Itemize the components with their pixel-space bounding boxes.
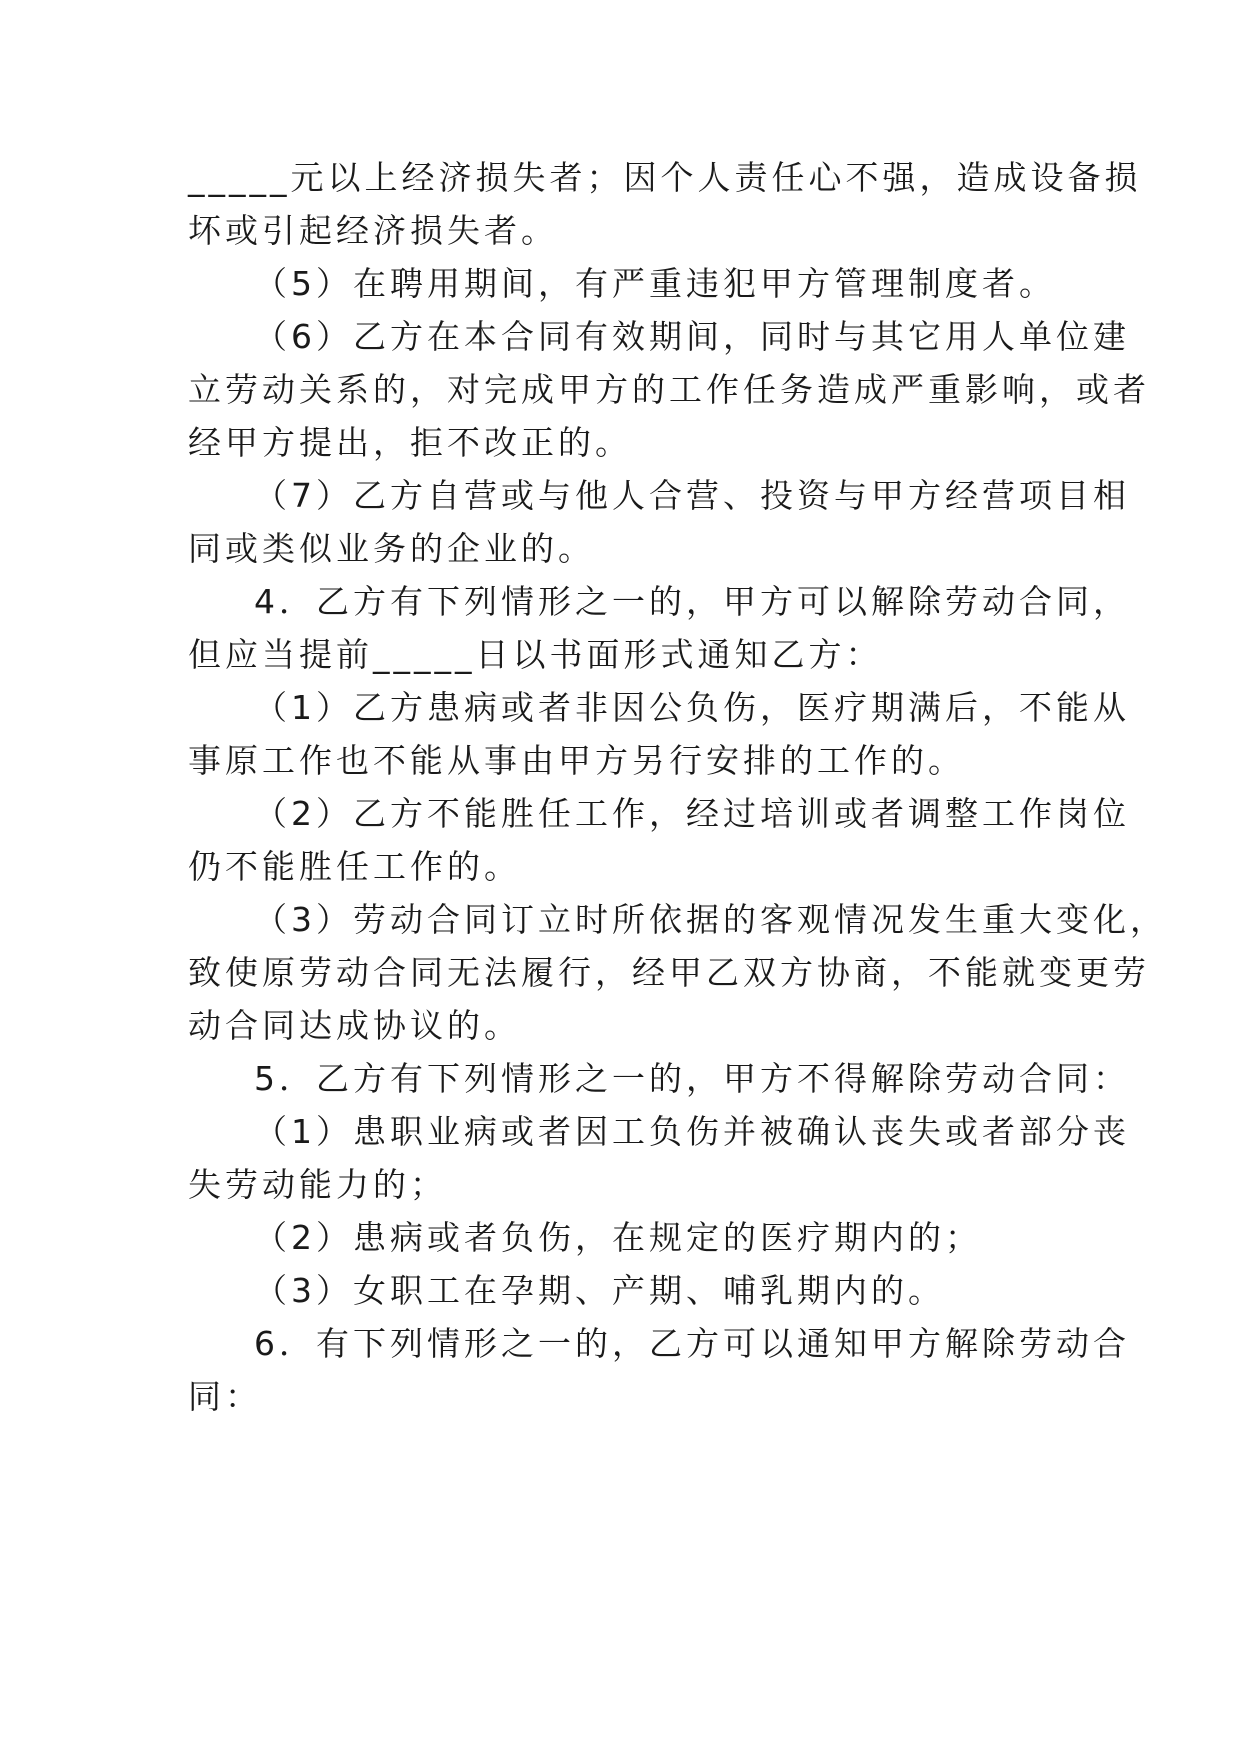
text-line: 动合同达成协议的。 bbox=[188, 1006, 521, 1045]
text-line: （2）乙方不能胜任工作，经过培训或者调整工作岗位 bbox=[254, 794, 1130, 833]
text-line: （6）乙方在本合同有效期间，同时与其它用人单位建 bbox=[254, 317, 1130, 356]
text-line: （1）乙方患病或者非因公负伤，医疗期满后，不能从 bbox=[254, 688, 1130, 727]
text-line: 致使原劳动合同无法履行，经甲乙双方协商，不能就变更劳 bbox=[188, 953, 1150, 992]
text-line: 经甲方提出，拒不改正的。 bbox=[188, 423, 632, 462]
text-line: 5．乙方有下列情形之一的，甲方不得解除劳动合同： bbox=[254, 1059, 1130, 1098]
text-line: （5）在聘用期间，有严重违犯甲方管理制度者。 bbox=[254, 264, 1056, 303]
text-line: （2）患病或者负伤，在规定的医疗期内的； bbox=[254, 1218, 982, 1257]
text-line: 6．有下列情形之一的，乙方可以通知甲方解除劳动合 bbox=[254, 1324, 1130, 1363]
text-line: 失劳动能力的； bbox=[188, 1165, 447, 1204]
text-line: （3）女职工在孕期、产期、哺乳期内的。 bbox=[254, 1271, 945, 1310]
text-line: 但应当提前_____日以书面形式通知乙方： bbox=[188, 635, 883, 674]
text-line: （1）患职业病或者因工负伤并被确认丧失或者部分丧 bbox=[254, 1112, 1130, 1151]
text-line: 同： bbox=[188, 1377, 262, 1416]
text-line: （7）乙方自营或与他人合营、投资与甲方经营项目相 bbox=[254, 476, 1130, 515]
text-line: （3）劳动合同订立时所依据的客观情况发生重大变化， bbox=[254, 900, 1167, 939]
text-line: 4．乙方有下列情形之一的，甲方可以解除劳动合同， bbox=[254, 582, 1130, 621]
text-line: 立劳动关系的，对完成甲方的工作任务造成严重影响，或者 bbox=[188, 370, 1150, 409]
text-line: 事原工作也不能从事由甲方另行安排的工作的。 bbox=[188, 741, 965, 780]
text-line: 同或类似业务的企业的。 bbox=[188, 529, 595, 568]
text-line: _____元以上经济损失者；因个人责任心不强，造成设备损 bbox=[188, 158, 1142, 197]
text-line: 仍不能胜任工作的。 bbox=[188, 847, 521, 886]
text-line: 坏或引起经济损失者。 bbox=[188, 211, 558, 250]
